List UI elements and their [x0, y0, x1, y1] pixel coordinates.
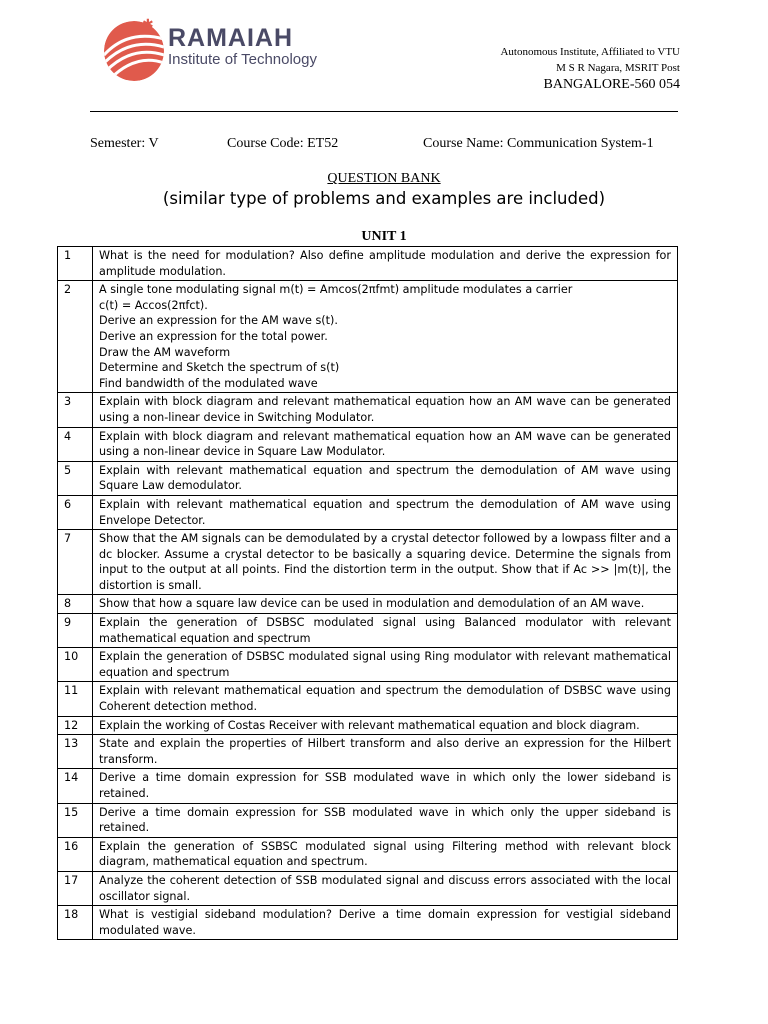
- course-code-label: Course Code: ET52: [227, 136, 339, 151]
- question-table: [57, 246, 678, 940]
- question-text: What is the need for modulation? Also define amplitude modulation and derive the expression for amplitude modulation.: [93, 247, 678, 281]
- question-text: Explain with relevant mathematical equation and spectrum the demodulation of AM wave using Square Law demodulator.: [93, 461, 678, 495]
- question-number: 12: [58, 716, 93, 735]
- question-row: [58, 769, 678, 803]
- header-divider: [90, 111, 678, 112]
- question-row: [58, 461, 678, 495]
- question-row: [58, 648, 678, 682]
- question-number: 5: [58, 461, 93, 495]
- question-number: 17: [58, 871, 93, 905]
- question-number: 15: [58, 803, 93, 837]
- question-row: [58, 247, 678, 281]
- question-row: [58, 393, 678, 427]
- question-row: [58, 427, 678, 461]
- question-number: 6: [58, 495, 93, 529]
- course-name-label: Course Name: Communication System-1: [423, 136, 654, 151]
- question-row: [58, 530, 678, 595]
- question-row: [58, 495, 678, 529]
- address-line-3: BANGALORE-560 054: [543, 77, 680, 92]
- question-row: [58, 614, 678, 648]
- question-row: [58, 803, 678, 837]
- question-number: 13: [58, 735, 93, 769]
- question-text: Explain the generation of DSBSC modulated signal using Balanced modulator with relevant mathematical equation and spectrum: [93, 614, 678, 648]
- logo-emblem-icon: [104, 21, 164, 81]
- question-number: 8: [58, 595, 93, 614]
- question-text: Explain with relevant mathematical equation and spectrum the demodulation of AM wave using Envelope Detector.: [93, 495, 678, 529]
- question-number: 10: [58, 648, 93, 682]
- question-row: [58, 682, 678, 716]
- question-text: Explain the working of Costas Receiver with relevant mathematical equation and block diagram.: [93, 716, 678, 735]
- question-text: A single tone modulating signal m(t) = Amcos(2πfmt) amplitude modulates a carrier c(t) = Accos(2πfct). Derive an expression for the AM wave s(t). Derive an expression for the total power. Draw the AM waveform Determine and Sketch the spectrum of s(t) Find bandwidth of the modulated wave: [93, 281, 678, 393]
- question-number: 1: [58, 247, 93, 281]
- question-number: 4: [58, 427, 93, 461]
- question-number: 7: [58, 530, 93, 595]
- question-row: [58, 716, 678, 735]
- logo-name: RAMAIAH: [168, 24, 294, 52]
- document-title-wrap: [0, 171, 768, 187]
- document-title: QUESTION BANK: [327, 171, 441, 186]
- question-text: Derive a time domain expression for SSB modulated wave in which only the lower sideband is retained.: [93, 769, 678, 803]
- document-subtitle: (similar type of problems and examples are included): [162, 189, 606, 208]
- question-row: [58, 871, 678, 905]
- question-number: 3: [58, 393, 93, 427]
- question-row: [58, 281, 678, 393]
- svg-text:✱: ✱: [142, 17, 154, 33]
- semester-label: Semester: V: [90, 136, 159, 151]
- question-row: [58, 595, 678, 614]
- question-text: Show that how a square law device can be used in modulation and demodulation of an AM wave.: [93, 595, 678, 614]
- question-row: [58, 837, 678, 871]
- question-text: Explain with relevant mathematical equation and spectrum the demodulation of DSBSC wave using Coherent detection method.: [93, 682, 678, 716]
- question-text: Explain the generation of DSBSC modulated signal using Ring modulator with relevant mathematical equation and spectrum: [93, 648, 678, 682]
- unit-heading: UNIT 1: [361, 229, 407, 244]
- question-row: [58, 906, 678, 940]
- question-number: 18: [58, 906, 93, 940]
- question-text: Derive a time domain expression for SSB modulated wave in which only the upper sideband is retained.: [93, 803, 678, 837]
- question-text: State and explain the properties of Hilbert transform and also derive an expression for the Hilbert transform.: [93, 735, 678, 769]
- question-number: 2: [58, 281, 93, 393]
- question-number: 9: [58, 614, 93, 648]
- logo-subtitle: Institute of Technology: [168, 51, 317, 68]
- question-text: Analyze the coherent detection of SSB modulated signal and discuss errors associated with the local oscillator signal.: [93, 871, 678, 905]
- question-text: Explain with block diagram and relevant mathematical equation how an AM wave can be generated using a non-linear device in Square Law Modulator.: [93, 427, 678, 461]
- question-text: What is vestigial sideband modulation? Derive a time domain expression for vestigial sideband modulated wave.: [93, 906, 678, 940]
- question-row: [58, 735, 678, 769]
- question-text: Show that the AM signals can be demodulated by a crystal detector followed by a lowpass filter and a dc blocker. Assume a crystal detector to be basically a squaring device. Determine the signals from input to the output at all points. Find the distortion term in the output. Show that if Ac >> |m(t)|, the distortion is small.: [93, 530, 678, 595]
- question-text: Explain with block diagram and relevant mathematical equation how an AM wave can be generated using a non-linear device in Switching Modulator.: [93, 393, 678, 427]
- address-line-2: M S R Nagara, MSRIT Post: [556, 62, 680, 74]
- question-number: 14: [58, 769, 93, 803]
- address-line-1: Autonomous Institute, Affiliated to VTU: [500, 46, 680, 58]
- question-text: Explain the generation of SSBSC modulated signal using Filtering method with relevant block diagram, mathematical equation and spectrum.: [93, 837, 678, 871]
- question-number: 16: [58, 837, 93, 871]
- question-number: 11: [58, 682, 93, 716]
- question-table-body: [58, 247, 678, 940]
